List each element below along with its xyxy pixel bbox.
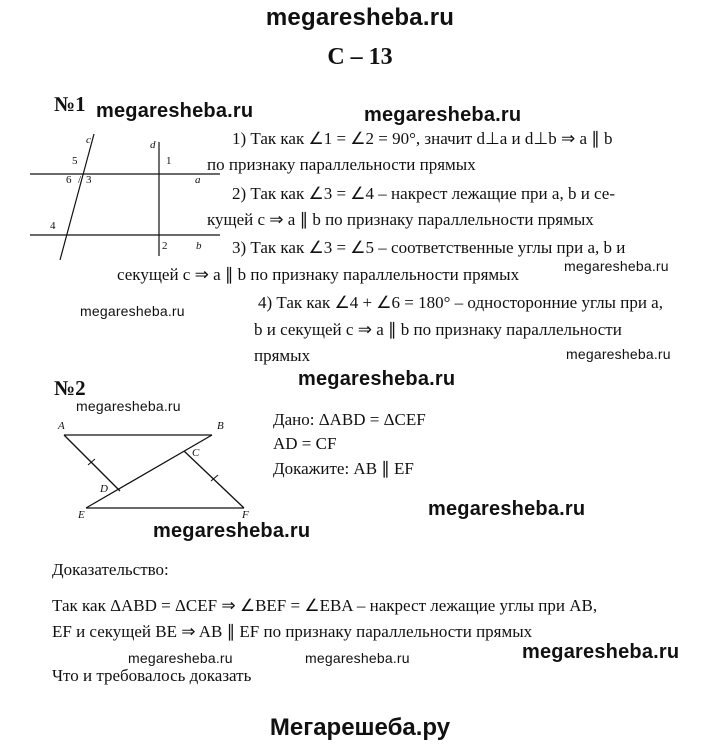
angle-5: 5 xyxy=(72,155,78,167)
watermark: megaresheba.ru xyxy=(80,303,185,319)
label-c: C xyxy=(192,447,200,459)
given-line-1: Дано: ΔABD = ΔCEF xyxy=(273,410,426,429)
footer-brand: Мегарешеба.ру xyxy=(269,714,451,741)
conclusion: Что и требовалось доказать xyxy=(52,666,252,685)
watermark: megaresheba.ru xyxy=(128,650,233,666)
proof-line-2: EF и секущей BE ⇒ AB ∥ EF по признаку параллельности прямых xyxy=(52,622,533,641)
task2-figure xyxy=(54,414,264,522)
label-d: d xyxy=(150,139,156,151)
task1-figure xyxy=(28,128,223,260)
task1-line-2: по признаку параллельности прямых xyxy=(207,155,476,174)
proof-heading: Доказательство: xyxy=(52,560,169,579)
angle-6: 6 xyxy=(66,174,72,186)
watermark: megaresheba.ru xyxy=(364,104,522,126)
watermark: megaresheba.ru xyxy=(564,258,669,274)
page-title: С – 13 xyxy=(327,44,393,70)
task1-line-9: прямых xyxy=(254,346,311,365)
task1-line-3: 2) Так как ∠3 = ∠4 – накрест лежащие при a, b и се- xyxy=(232,184,615,203)
task1-line-7: 4) Так как ∠4 + ∠6 = 180° – односторонние углы при a, xyxy=(258,293,663,312)
label-a: a xyxy=(195,174,201,186)
task1-line-5: 3) Так как ∠3 = ∠5 – соответственные углы при a, b и xyxy=(232,238,626,257)
angle-4: 4 xyxy=(50,220,56,232)
task1-label: №1 xyxy=(54,92,86,116)
watermark: megaresheba.ru xyxy=(96,100,254,122)
task1-line-6: секущей c ⇒ a ∥ b по признаку параллельности прямых xyxy=(117,265,520,284)
watermark: megaresheba.ru xyxy=(76,398,181,414)
label-e: E xyxy=(78,509,85,521)
angle-1: 1 xyxy=(166,155,172,167)
label-b: b xyxy=(196,240,202,252)
angle-2: 2 xyxy=(162,240,168,252)
task1-line-8: b и секущей c ⇒ a ∥ b по признаку параллельности xyxy=(254,320,622,339)
segment-ad xyxy=(64,435,120,491)
svg-text:/: / xyxy=(78,174,82,186)
watermark: megaresheba.ru xyxy=(153,520,311,542)
segment-cf xyxy=(184,451,244,508)
watermark: megaresheba.ru xyxy=(522,641,680,663)
proof-line-1: Так как ΔABD = ΔCEF ⇒ ∠BEF = ∠EBA – накрест лежащие углы при AB, xyxy=(52,596,598,615)
segment-be xyxy=(86,435,212,508)
watermark: megaresheba.ru xyxy=(298,368,456,390)
given-line-3: Докажите: AB ∥ EF xyxy=(273,459,414,478)
watermark: megaresheba.ru xyxy=(428,498,586,520)
watermark: megaresheba.ru xyxy=(305,650,410,666)
header-site-watermark: megaresheba.ru xyxy=(265,4,455,31)
watermark: megaresheba.ru xyxy=(566,346,671,362)
line-c xyxy=(60,134,94,260)
label-c: c xyxy=(86,134,91,146)
label-f: F xyxy=(242,509,249,521)
task1-line-4: кущей c ⇒ a ∥ b по признаку параллельности прямых xyxy=(207,210,594,229)
task2-label: №2 xyxy=(54,376,86,400)
task1-line-1: 1) Так как ∠1 = ∠2 = 90°, значит d⊥a и d⊥b ⇒ a ∥ b xyxy=(232,129,613,148)
label-d: D xyxy=(100,483,108,495)
label-a: A xyxy=(58,420,65,432)
given-line-2: AD = CF xyxy=(273,434,337,453)
label-b: B xyxy=(217,420,224,432)
angle-3: 3 xyxy=(86,174,92,186)
